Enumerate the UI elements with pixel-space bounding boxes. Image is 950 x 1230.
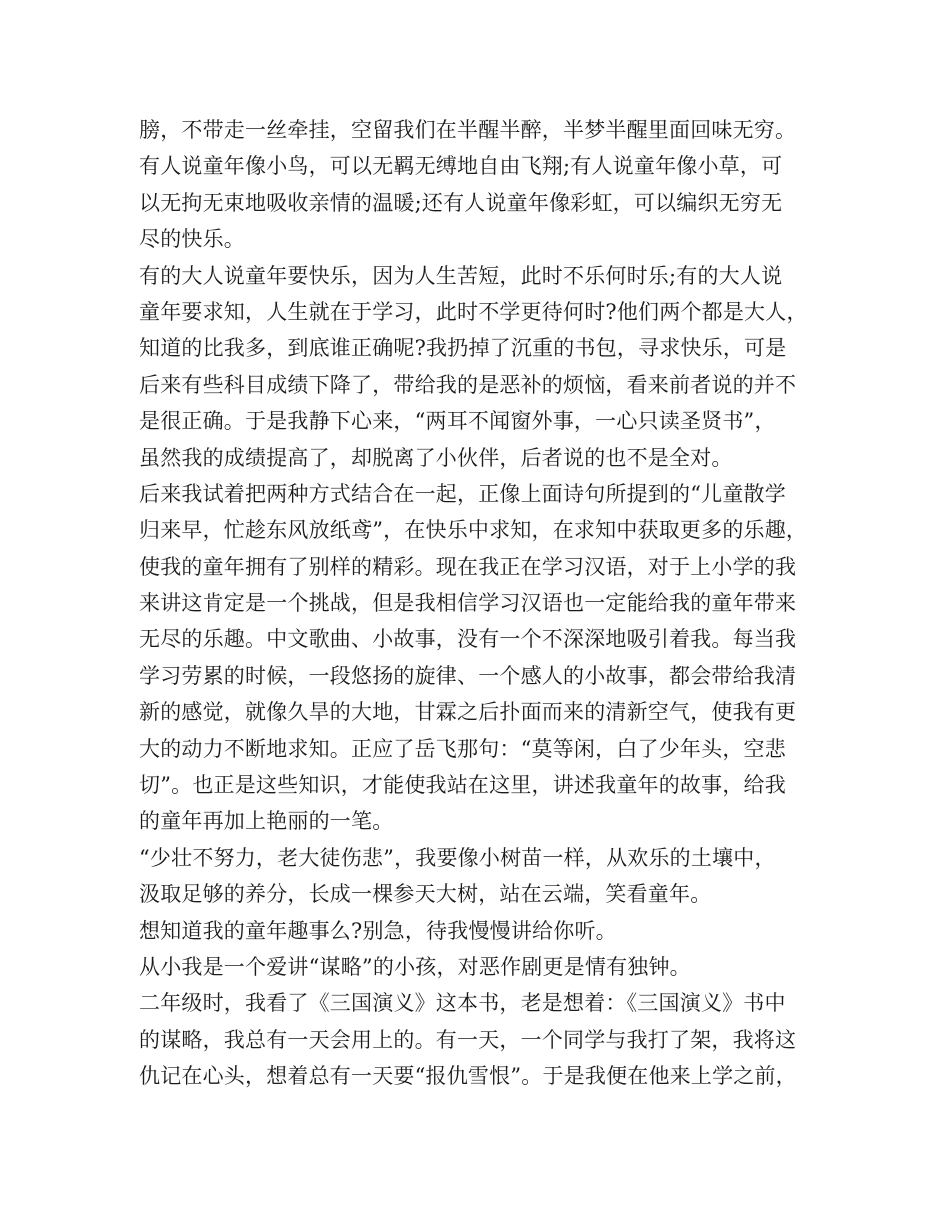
text-line: 后来有些科目成绩下降了，带给我的是恶补的烦恼，看来前者说的并不 [139,372,797,397]
text-line: 仇记在心头，想着总有一天要“报仇雪恨”。于是我便在他来上学之前， [139,1064,797,1089]
text-line: 虽然我的成绩提高了，却脱离了小伙伴，后者说的也不是全对。 [139,445,733,470]
text-line: 无尽的乐趣。中文歌曲、小故事，没有一个不深深地吸引着我。每当我 [139,627,797,652]
text-line: 学习劳累的时候，一段悠扬的旋律、一个感人的小故事，都会带给我清 [139,663,797,688]
body-text [139,112,829,1095]
text-line: 切”。也正是这些知识，才能使我站在这里，讲述我童年的故事，给我 [139,773,786,798]
text-line: 尽的快乐。 [139,227,245,252]
text-line: 从小我是一个爱讲“谋略”的小孩，对恶作剧更是情有独钟。 [139,954,691,979]
text-line: 使我的童年拥有了别样的精彩。现在我正在学习汉语，对于上小学的我 [139,554,797,579]
text-line: 归来早，忙趁东风放纸鸢”，在快乐中求知，在求知中获取更多的乐趣， [139,518,808,543]
text-line: 新的感觉，就像久旱的大地，甘霖之后扑面而来的清新空气，使我有更 [139,700,797,725]
text-line: 的童年再加上艳丽的一笔。 [139,809,394,834]
text-line: 汲取足够的养分，长成一棵参天大树，站在云端，笑看童年。 [139,882,712,907]
text-line: 有的大人说童年要快乐，因为人生苦短，此时不乐何时乐;有的大人说 [139,263,783,288]
text-line: 知道的比我多，到底谁正确呢?我扔掉了沉重的书包，寻求快乐，可是 [139,336,787,361]
text-line: 以无拘无束地吸收亲情的温暖;还有人说童年像彩虹，可以编织无穷无 [139,190,783,215]
text-line: 是很正确。于是我静下心来，“两耳不闻窗外事，一心只读圣贤书”， [139,409,776,434]
text-line: “少壮不努力，老大徒伤悲”，我要像小树苗一样，从欢乐的土壤中， [139,845,776,870]
text-line: 膀，不带走一丝牵挂，空留我们在半醒半醉，半梦半醒里面回味无穷。 [139,118,797,142]
text-line: 大的动力不断地求知。正应了岳飞那句：“莫等闲，白了少年头，空悲 [139,736,786,761]
text-line: 后来我试着把两种方式结合在一起，正像上面诗句所提到的“儿童散学 [139,481,786,506]
text-line: 二年级时，我看了《三国演义》这本书，老是想着：《三国演义》书中 [139,991,786,1016]
text-line: 的谋略，我总有一天会用上的。有一天，一个同学与我打了架，我将这 [139,1027,797,1052]
text-line: 来讲这肯定是一个挑战，但是我相信学习汉语也一定能给我的童年带来 [139,591,797,616]
text-line: 想知道我的童年趣事么?别急，待我慢慢讲给你听。 [139,918,617,943]
text-line: 童年要求知，人生就在于学习，此时不学更待何时?他们两个都是大人， [139,299,808,324]
text-line: 有人说童年像小鸟，可以无羁无缚地自由飞翔;有人说童年像小草，可 [139,154,783,179]
